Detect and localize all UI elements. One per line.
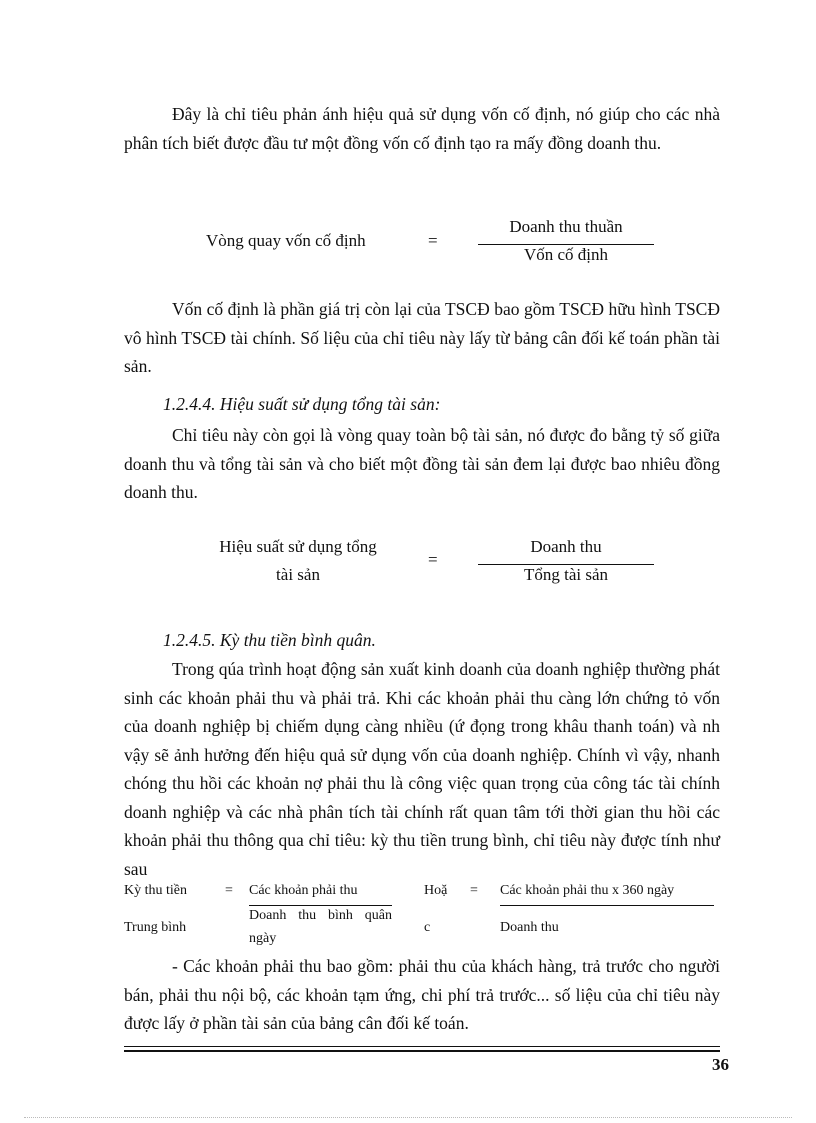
equals-sign: =: [428, 231, 438, 250]
page-edge-dotted-line: [24, 1117, 792, 1118]
paragraph-total-asset-turnover: Chỉ tiêu này còn gọi là vòng quay toàn bộ tài sản, nó được đo bằng tỷ số giữa doanh thu và tổng tài sản và cho biết một đồng tài sản đem lại được bao nhiêu đồng doanh thu.: [124, 425, 720, 502]
equals-sign: =: [428, 550, 438, 569]
formula-numerator-2: Các khoản phải thu x 360 ngày: [500, 883, 675, 898]
formula-numerator: Doanh thu: [530, 537, 602, 556]
paragraph-fixed-capital-definition: Vốn cố định là phần giá trị còn lại của TSCĐ bao gồm TSCĐ hữu hình TSCĐ vô hình TSCĐ tài chính. Số liệu của chỉ tiêu này lấy từ bảng cân đối kế toán phần tài sản.: [124, 299, 720, 376]
formula-denominator-1-line1: Doanh thu bình quân: [249, 908, 392, 923]
formula-label-line1: Kỳ thu tiền: [124, 883, 187, 898]
paragraph-receivables-components: - Các khoản phải thu bao gồm: phải thu của khách hàng, trả trước cho người bán, phải thu nội bộ, các khoản tạm ứng, chi phí trả trước... số liệu của chỉ tiêu này được lấy ở phần tài sản của bảng cân đối kế toán.: [124, 956, 720, 1033]
fraction-line-2: [500, 905, 714, 906]
page-number: 36: [712, 1055, 729, 1074]
formula-label-line2: tài sản: [276, 565, 320, 584]
formula-denominator: Vốn cố định: [523, 245, 609, 264]
paragraph-receivables: Trong qúa trình hoạt động sản xuất kinh doanh của doanh nghiệp thường phát sinh các khoản phải thu và phải trả. Khi các khoản phải thu càng lớn chứng tỏ vốn của doanh nghiệp bị chiếm dụng càng nhiều (ứ đọng trong khâu thanh toán) và nh vậy sẽ ảnh hưởng đến hiệu quả sử dụng vốn của doanh nghiệp. Chính vì vậy, nhanh chóng thu hồi các khoản nợ phải thu là công việc quan trọng của công tác tài chính doanh nghiệp và các nhà phân tích tài chính rất quan tâm tới thời gian thu hồi các khoản phải thu thông qua chỉ tiêu: kỳ thu tiền trung bình, chỉ tiêu này được tính như sau: [124, 659, 720, 879]
equals-sign-2: =: [470, 883, 478, 898]
paragraph-fixed-capital-efficiency: Đây là chỉ tiêu phản ánh hiệu quả sử dụng vốn cố định, nó giúp cho các nhà phân tích biết được đầu tư một đồng vốn cố định tạo ra mấy đồng doanh thu.: [124, 104, 720, 153]
formula-numerator: Doanh thu thuần: [509, 217, 623, 236]
formula-denominator-2: Doanh thu: [500, 920, 559, 935]
or-label-line1: Hoặ: [424, 883, 448, 898]
or-label-line2: c: [424, 920, 431, 935]
section-heading-average-collection-period: 1.2.4.5. Kỳ thu tiền bình quân.: [163, 630, 376, 650]
formula-label-line1: Hiệu suất sử dụng tổng: [219, 537, 377, 556]
formula-label: Vòng quay vốn cố định: [206, 231, 366, 250]
fraction-line-1: [249, 905, 392, 906]
footer-rule: [124, 1046, 720, 1052]
equals-sign: =: [225, 883, 233, 898]
formula-denominator: Tổng tài sản: [523, 565, 609, 584]
formula-numerator-1: Các khoản phải thu: [249, 883, 358, 898]
section-heading-total-asset-efficiency: 1.2.4.4. Hiệu suất sử dụng tổng tài sản:: [163, 394, 441, 414]
formula-label-line2: Trung bình: [124, 920, 187, 935]
formula-denominator-1-line2: ngày: [249, 931, 277, 946]
